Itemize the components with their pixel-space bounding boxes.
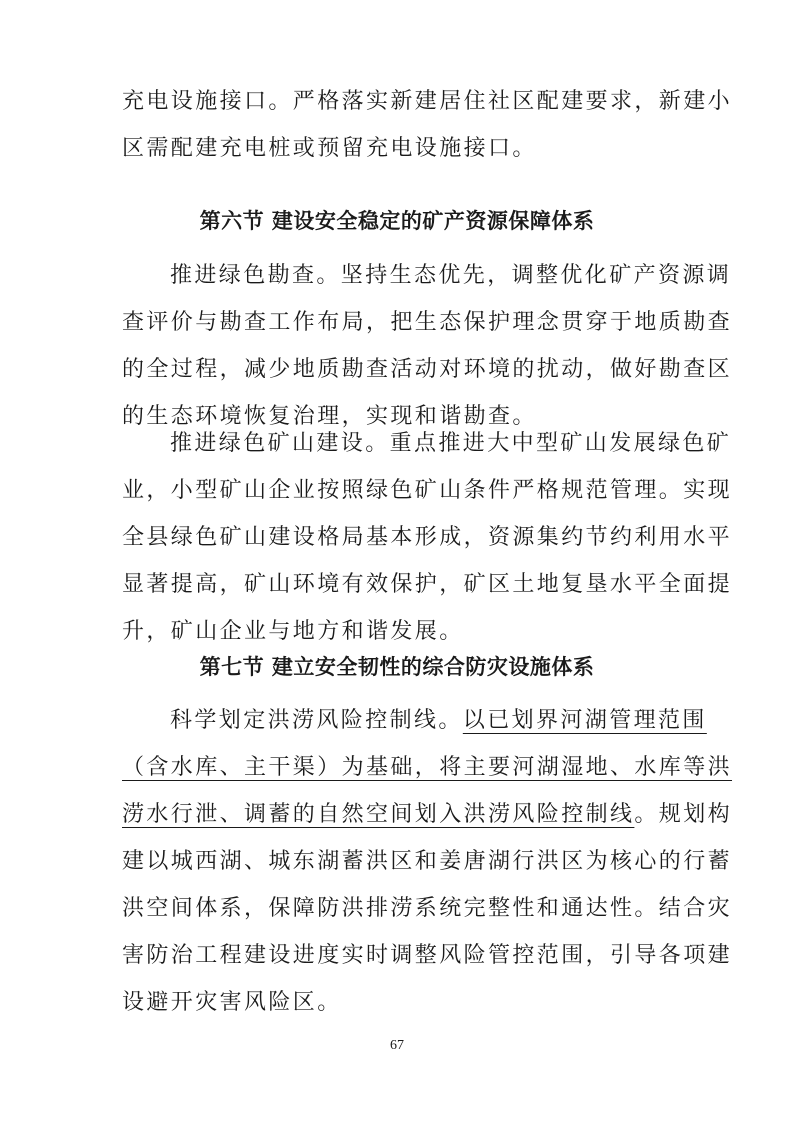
text-line: 设避开灾害风险区。 bbox=[122, 990, 342, 1015]
text-line: 推进绿色勘查。坚持生态优先，调整优化矿产资源调 bbox=[170, 263, 732, 288]
page-number: 67 bbox=[390, 1038, 404, 1053]
text-line: 查评价与勘查工作布局，把生态保护理念贯穿于地质勘查 bbox=[122, 310, 733, 335]
underlined-text: 以已划界河湖管理范围 bbox=[462, 708, 707, 733]
text-line: 推进绿色矿山建设。重点推进大中型矿山发展绿色矿 bbox=[170, 431, 732, 456]
text-line bbox=[122, 744, 733, 791]
text-line: 充电设施接口。严格落实新建居住社区配建要求，新建小 bbox=[122, 89, 733, 114]
paragraph-green-mines bbox=[122, 420, 733, 655]
section-seven-heading: 第七节 建立安全韧性的综合防灾设施体系 bbox=[199, 655, 595, 679]
text-line: 区需配建充电桩或预留充电设施接口。 bbox=[122, 136, 537, 161]
paragraph-charging-facilities bbox=[122, 78, 733, 172]
text-line: 升，矿山企业与地方和谐发展。 bbox=[122, 619, 464, 644]
text-line bbox=[122, 791, 733, 838]
text-line: 的生态环境恢复治理，实现和谐勘查。 bbox=[122, 404, 537, 429]
plain-text: 科学划定洪涝风险控制线。 bbox=[170, 708, 463, 733]
text-line: 全县绿色矿山建设格局基本形成，资源集约节约利用水平 bbox=[122, 525, 733, 550]
text-line: 业，小型矿山企业按照绿色矿山条件严格规范管理。实现 bbox=[122, 478, 733, 503]
paragraph-green-exploration bbox=[122, 252, 733, 440]
paragraph-flood-risk-control bbox=[122, 697, 733, 1026]
text-line: 洪空间体系，保障防洪排涝系统完整性和通达性。结合灾 bbox=[122, 896, 733, 921]
text-line: 显著提高，矿山环境有效保护，矿区土地复垦水平全面提 bbox=[122, 572, 733, 597]
text-line bbox=[122, 697, 707, 744]
text-line: 建以城西湖、城东湖蓄洪区和姜唐湖行洪区为核心的行蓄 bbox=[122, 849, 733, 874]
plain-text: 。规划构 bbox=[634, 802, 733, 827]
underlined-text: 涝水行泄、调蓄的自然空间划入洪涝风险控制线 bbox=[122, 802, 635, 827]
text-line: 的全过程，减少地质勘查活动对环境的扰动，做好勘查区 bbox=[122, 357, 733, 382]
section-six-heading: 第六节 建设安全稳定的矿产资源保障体系 bbox=[199, 209, 595, 233]
underlined-text: （含水库、主干渠）为基础，将主要河湖湿地、水库等洪 bbox=[122, 755, 733, 780]
text-line: 害防治工程建设进度实时调整风险管控范围，引导各项建 bbox=[122, 943, 733, 968]
